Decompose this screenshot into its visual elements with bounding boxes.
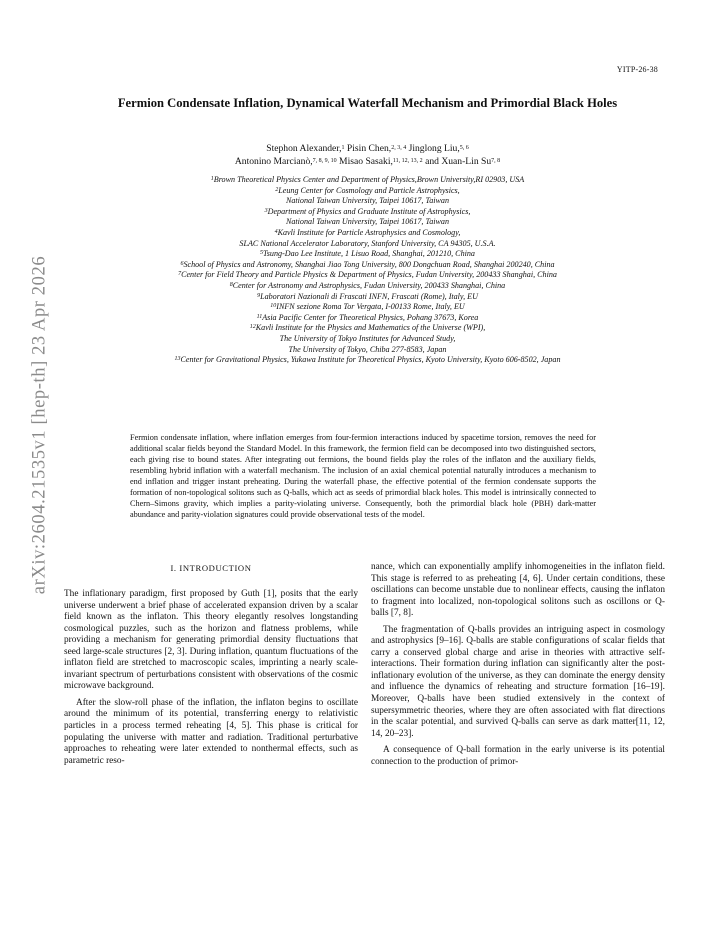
affiliation-text: Kavli Institute for the Physics and Mathematics of the Universe (WPI), — [255, 323, 486, 333]
affiliation-text: School of Physics and Astronomy, Shanghai Jiao Tong University, 800 Dongchuan Road, Shanghai 200240, China — [183, 259, 555, 269]
affiliation-text: Center for Field Theory and Particle Physics & Department of Physics, Fudan University, 200433 Shanghai, China — [181, 270, 557, 280]
author-name: Pisin Chen, — [344, 143, 392, 154]
author-name: and Xuan-Lin Su — [422, 155, 492, 167]
affiliation-marker: 2 — [275, 186, 279, 193]
body-paragraph: The fragmentation of Q-balls provides an intriguing aspect in cosmology and astrophysics [9–16]. Q-balls are stable configurations of scalar fields that carry a conserved global charge and arise in theories with attractive self-interactions. Their formation during inflation can significantly alter the post-inflationary evolution of the universe, as they can dominate the energy density and influence the dynamics of reheating and structure formation [16–19]. Moreover, Q-balls have been studied extensively in the context of supersymmetric theories, where they are often associated with flat directions in the scalar potential, and survived Q-balls can serve as dark matter[11, 12, 14, 20–23]. — [371, 624, 665, 739]
author-affil-marker: 1 — [341, 145, 345, 151]
affiliation — [62, 355, 673, 366]
affiliation-text: The University of Tokyo, Chiba 277-8583, Japan — [288, 344, 447, 354]
author-list — [70, 143, 665, 168]
preprint-id: YITP-26-38 — [616, 65, 658, 74]
affiliation-text: National Taiwan University, Taipei 10617, Taiwan — [285, 196, 450, 206]
affiliation-marker: 9 — [257, 292, 261, 299]
arxiv-identifier: arXiv:2604.21535v1 [hep-th] 23 Apr 2026 — [29, 255, 50, 595]
affiliation-marker: 3 — [264, 207, 268, 214]
body-paragraph: nance, which can exponentially amplify inhomogeneities in the inflaton field. This stage is referred to as preheating [4, 6]. Under certain conditions, these oscillations can become unstable due to nonlinear effects, causing the inflaton to fragment into localized, non-topological solitons such as oscillons or Q-balls [7, 8]. — [371, 562, 665, 619]
author-line — [70, 156, 665, 169]
author-affil-marker: 7, 8, 9, 10 — [312, 157, 337, 164]
body-paragraph: A consequence of Q-ball formation in the early universe is its potential connection to the production of primor- — [371, 745, 665, 767]
affiliation — [62, 207, 673, 218]
affiliation — [62, 175, 673, 186]
affiliation-text: Kavli Institute for Particle Astrophysics and Cosmology, — [277, 227, 461, 237]
paper-title: Fermion Condensate Inflation, Dynamical Waterfall Mechanism and Primordial Black Holes — [117, 96, 618, 110]
author-name: Jinglong Liu, — [406, 143, 460, 154]
affiliation — [62, 313, 673, 324]
affiliation — [62, 323, 673, 334]
affiliation-marker: 10 — [270, 303, 277, 310]
affiliation — [62, 270, 673, 281]
left-column — [64, 562, 358, 772]
affiliation-text: INFN sezione Roma Tor Vergata, I-00133 Rome, Italy, EU — [276, 302, 465, 312]
author-name: Misao Sasaki, — [336, 155, 393, 167]
body-paragraph: After the slow-roll phase of the inflation, the inflaton begins to oscillate around the minimum of its potential, transferring energy to relativistic particles in a process termed reheating [4, 5]. This phase is critical for populating the universe with matter and radiation. Traditional perturbative approaches to reheating were later extended to nonthermal effects, such as parametric reso- — [64, 697, 358, 766]
section-heading: I. INTRODUCTION — [170, 563, 252, 573]
affiliation-list — [62, 175, 673, 366]
affiliation-marker: 11 — [256, 313, 263, 320]
affiliation — [62, 260, 673, 271]
author-name: Stephon Alexander, — [266, 143, 342, 154]
affiliation — [62, 196, 673, 207]
affiliation-text: Laboratori Nazionali di Frascati INFN, Frascati (Rome), Italy, EU — [260, 291, 478, 301]
affiliation-text: Leung Center for Cosmology and Particle Astrophysics, — [278, 185, 460, 195]
affiliation-text: Department of Physics and Graduate Institute of Astrophysics, — [267, 206, 471, 216]
affiliation-text: Tsung-Dao Lee Institute, 1 Lisuo Road, Shanghai, 201210, China — [263, 249, 475, 259]
body-paragraph: The inflationary paradigm, first proposed by Guth [1], posits that the early universe underwent a brief phase of accelerated expansion driven by a scalar field known as the inflaton. This theory elegantly resolves longstanding cosmological puzzles, such as the horizon and flatness problems, while providing a mechanism for generating primordial density fluctuations that seed large-scale structures [2, 3]. During inflation, quantum fluctuations of the inflaton field are stretched to macroscopic scales, imprinting a nearly scale-invariant spectrum of perturbations consistent with observations of the cosmic microwave background. — [64, 589, 358, 692]
affiliation-marker: 6 — [180, 260, 184, 267]
affiliation-text: Asia Pacific Center for Theoretical Physics, Pohang 37673, Korea — [262, 312, 479, 322]
affiliation-marker: 13 — [174, 356, 181, 363]
affiliation-marker: 12 — [249, 324, 256, 331]
affiliation-marker: 1 — [210, 176, 214, 182]
affiliation-marker: 8 — [229, 281, 233, 288]
affiliation — [62, 281, 673, 292]
affiliation — [62, 239, 673, 250]
author-affil-marker: 2, 3, 4 — [391, 145, 407, 151]
abstract: Fermion condensate inflation, where inflation emerges from four-fermion interactions induced by spacetime torsion, removes the need for additional scalar fields beyond the Standard Model. In this framework, the fermion field can be decomposed into two distinguished sectors, each giving rise to bound states. After integrating out fermions, the bound fields play the roles of the inflaton and the auxiliary fields, resembling hybrid inflation with a waterfall mechanism. The inclusion of an axial chemical potential naturally introduces a mechanism to end inflation and trigger instant preheating. During the waterfall phase, the effective potential of the fermion condensate supports the formation of non-topological solitons such as Q-balls, which act as seeds of primordial black holes. This model is intrinsically connected to Chern–Simons gravity, which implies a parity-violating universe. Consequently, both the primordial black hole (PBH) dark-matter abundance and parity-violation signatures could provide observational tests of the model. — [130, 433, 596, 520]
affiliation — [62, 249, 673, 260]
affiliation — [62, 292, 673, 303]
author-affil-marker: 7, 8 — [491, 157, 501, 164]
affiliation-text: Center for Astronomy and Astrophysics, Fudan University, 200433 Shanghai, China — [232, 280, 506, 290]
right-column — [371, 562, 665, 773]
author-affil-marker: 11, 12, 13, 2 — [392, 157, 423, 164]
affiliation-text: The University of Tokyo Institutes for Advanced Study, — [279, 333, 456, 343]
affiliation-text: National Taiwan University, Taipei 10617, Taiwan — [285, 217, 450, 227]
affiliation — [62, 345, 673, 356]
affiliation-text: Brown Theoretical Physics Center and Department of Physics,Brown University,RI 02903, USA — [213, 175, 525, 184]
author-affil-marker: 5, 6 — [459, 145, 469, 151]
author-name: Antonino Marcianò, — [234, 155, 313, 167]
affiliation-marker: 4 — [274, 228, 278, 235]
affiliation — [62, 302, 673, 313]
affiliation — [62, 186, 673, 197]
affiliation — [62, 228, 673, 239]
affiliation-marker: 7 — [178, 271, 182, 278]
affiliation-text: SLAC National Accelerator Laboratory, Stanford University, CA 94305, U.S.A. — [239, 238, 496, 248]
author-line — [70, 143, 665, 156]
affiliation — [62, 217, 673, 228]
affiliation — [62, 334, 673, 345]
affiliation-marker: 5 — [260, 250, 264, 257]
affiliation-text: Center for Gravitational Physics, Yukawa Institute for Theoretical Physics, Kyoto University, Kyoto 606-8502, Japan — [180, 355, 561, 365]
